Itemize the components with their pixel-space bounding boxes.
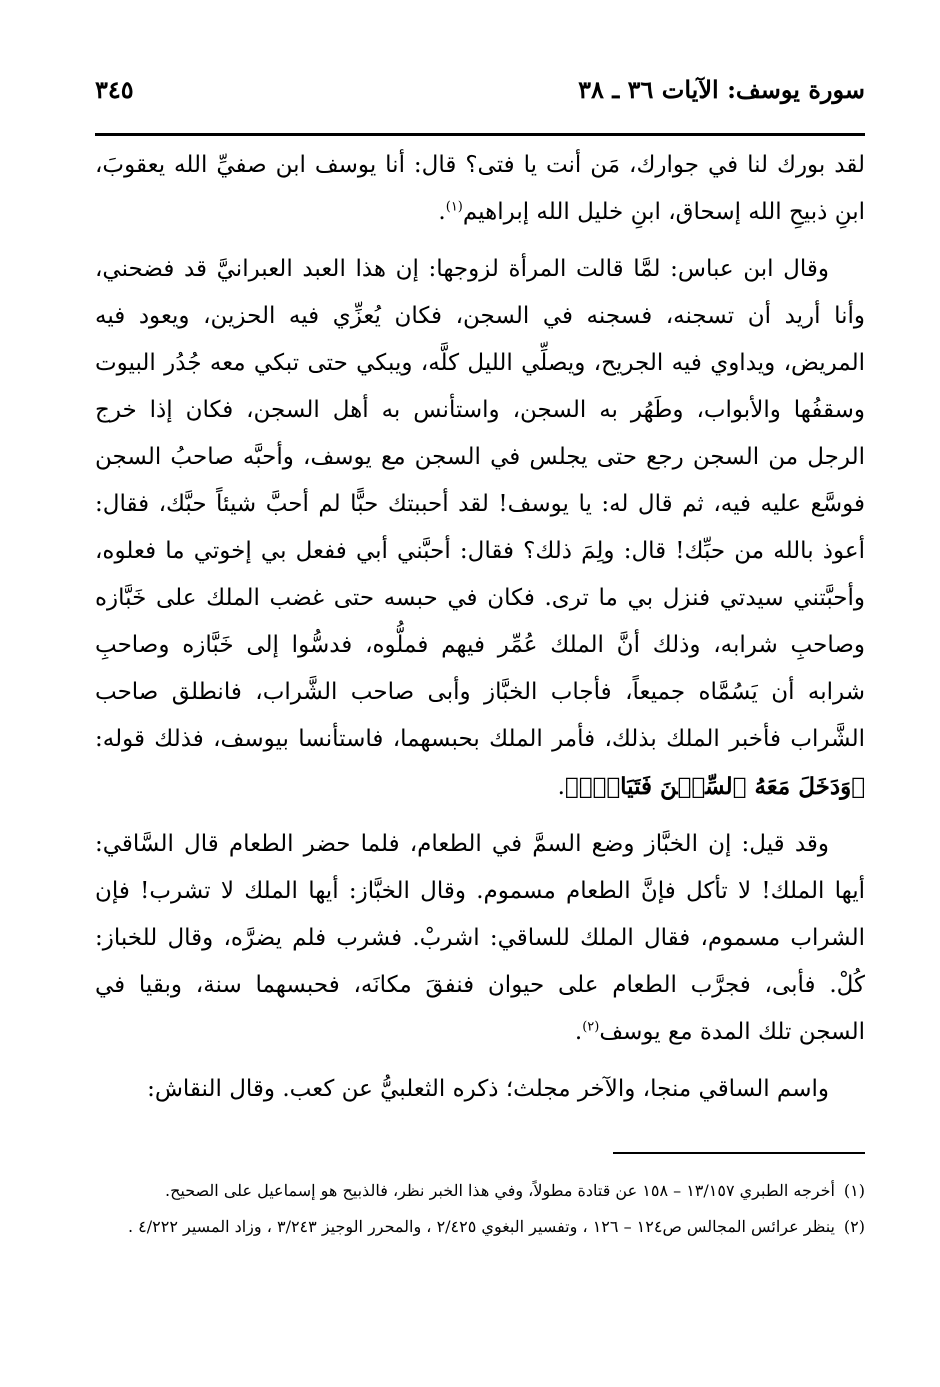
- footnote-divider: [613, 1152, 865, 1154]
- footnote-number: (١): [843, 1181, 865, 1200]
- footnote-text: أخرجه الطبري ١٣/١٥٧ – ١٥٨ عن قتادة مطولاً، وفي هذا الخبر نظر، فالذبيح هو إسماعيل على الصحيح.: [164, 1181, 835, 1200]
- paragraph-end: .: [574, 1019, 583, 1045]
- paragraph-end: .: [557, 774, 565, 800]
- footnote-ref-1: (١): [445, 199, 463, 215]
- book-page: [95, 40, 865, 1360]
- paragraph-text: وقال ابن عباس: لمَّا قالت المرأة لزوجها: إن هذا العبد العبرانيَّ قد فضحني، وأنا أريد أن تسجنه، فسجنه في السجن، فكان يُعزِّي فيه الحزين، ويعود فيه المريض، ويداوي فيه الجريح، ويصلِّي الليل كلَّه، ويبكي حتى تبكي معه جُدُر البيوت وسقفُها والأبواب، وطَهُر به السجن، واستأنس به أهل السجن، فكان إذا خرج الرجل من السجن رجع حتى يجلس في السجن مع يوسف، وأحبَّه صاحبُ السجن فوسَّع عليه فيه، ثم قال له: يا يوسف! لقد أحببتك حبًّا لم أحبَّ شيئاً حبَّك، فقال: أعوذ بالله من حبِّك! قال: ولِمَ ذلك؟ فقال: أحبَّني أبي ففعل بي إخوتي ما فعلوه، وأحبَّتني سيدتي فنزل بي ما ترى. فكان في حبسه حتى غضب الملك على خَبَّازه وصاحبِ شرابه، وذلك أنَّ الملك عُمِّر فيهم فملُّوه، فدسُّوا إلى خَبَّازه وصاحبِ شرابه أن يَسُمَّاه جميعاً، فأجاب الخبَّاز وأبى صاحب الشَّراب، فانطلق صاحب الشَّراب فأخبر الملك بذلك، فأمر الملك بحبسهما، فاستأنسا بيوسف، فذلك قوله:: [95, 256, 865, 752]
- footnote-number: (٢): [843, 1217, 865, 1236]
- main-text: [95, 142, 865, 1113]
- running-title: سورة يوسف: الآيات ٣٦ ـ ٣٨: [578, 75, 865, 104]
- footnote-2: [95, 1214, 865, 1240]
- footnote-1: [95, 1178, 865, 1204]
- paragraph-1: [95, 142, 865, 236]
- paragraph-text: واسم الساقي منجا، والآخر مجلث؛ ذكره الثعلبيُّ عن كعب. وقال النقاش:: [147, 1076, 829, 1102]
- footnote-text: ينظر عرائس المجالس ص١٢٤ – ١٢٦ ، وتفسير البغوي ٢/٤٢٥ ، والمحرر الوجيز ٣/٢٤٣ ، وزاد المسير ٤/٢٢٢ .: [128, 1217, 835, 1236]
- footnotes: [95, 1178, 865, 1250]
- page-header: [95, 75, 865, 107]
- paragraph-3: [95, 821, 865, 1056]
- header-divider: [95, 133, 865, 136]
- page-number: ٣٤٥: [95, 75, 134, 104]
- footnote-ref-2: (٢): [582, 1019, 600, 1035]
- paragraph-text: وقد قيل: إن الخبَّاز وضع السمَّ في الطعام، فلما حضر الطعام قال السَّاقي: أيها الملك! لا تأكل فإنَّ الطعام مسموم. وقال الخبَّاز: أيها الملك لا تشرب! فإن الشراب مسموم، فقال الملك للساقي: اشربْ. فشرب فلم يضرَّه، وقال للخباز: كُلْ. فأبى، فجرَّب الطعام على حيوان فنفقَ مكانَه، فحبسهما سنة، وبقيا في السجن تلك المدة مع يوسف: [95, 831, 865, 1045]
- paragraph-text: لقد بورك لنا في جوارك، مَن أنت يا فتى؟ قال: أنا يوسف ابن صفيِّ الله يعقوبَ، ابنِ ذبيحِ الله إسحاق، ابنِ خليل الله إبراهيم: [95, 152, 865, 225]
- paragraph-2: [95, 246, 865, 811]
- paragraph-4: [95, 1066, 865, 1113]
- paragraph-end: .: [438, 199, 446, 225]
- quran-verse: ﴿وَدَخَلَ مَعَهُ ٱلسِّجۡنَ فَتَيَانِۖ﴾: [564, 773, 865, 800]
